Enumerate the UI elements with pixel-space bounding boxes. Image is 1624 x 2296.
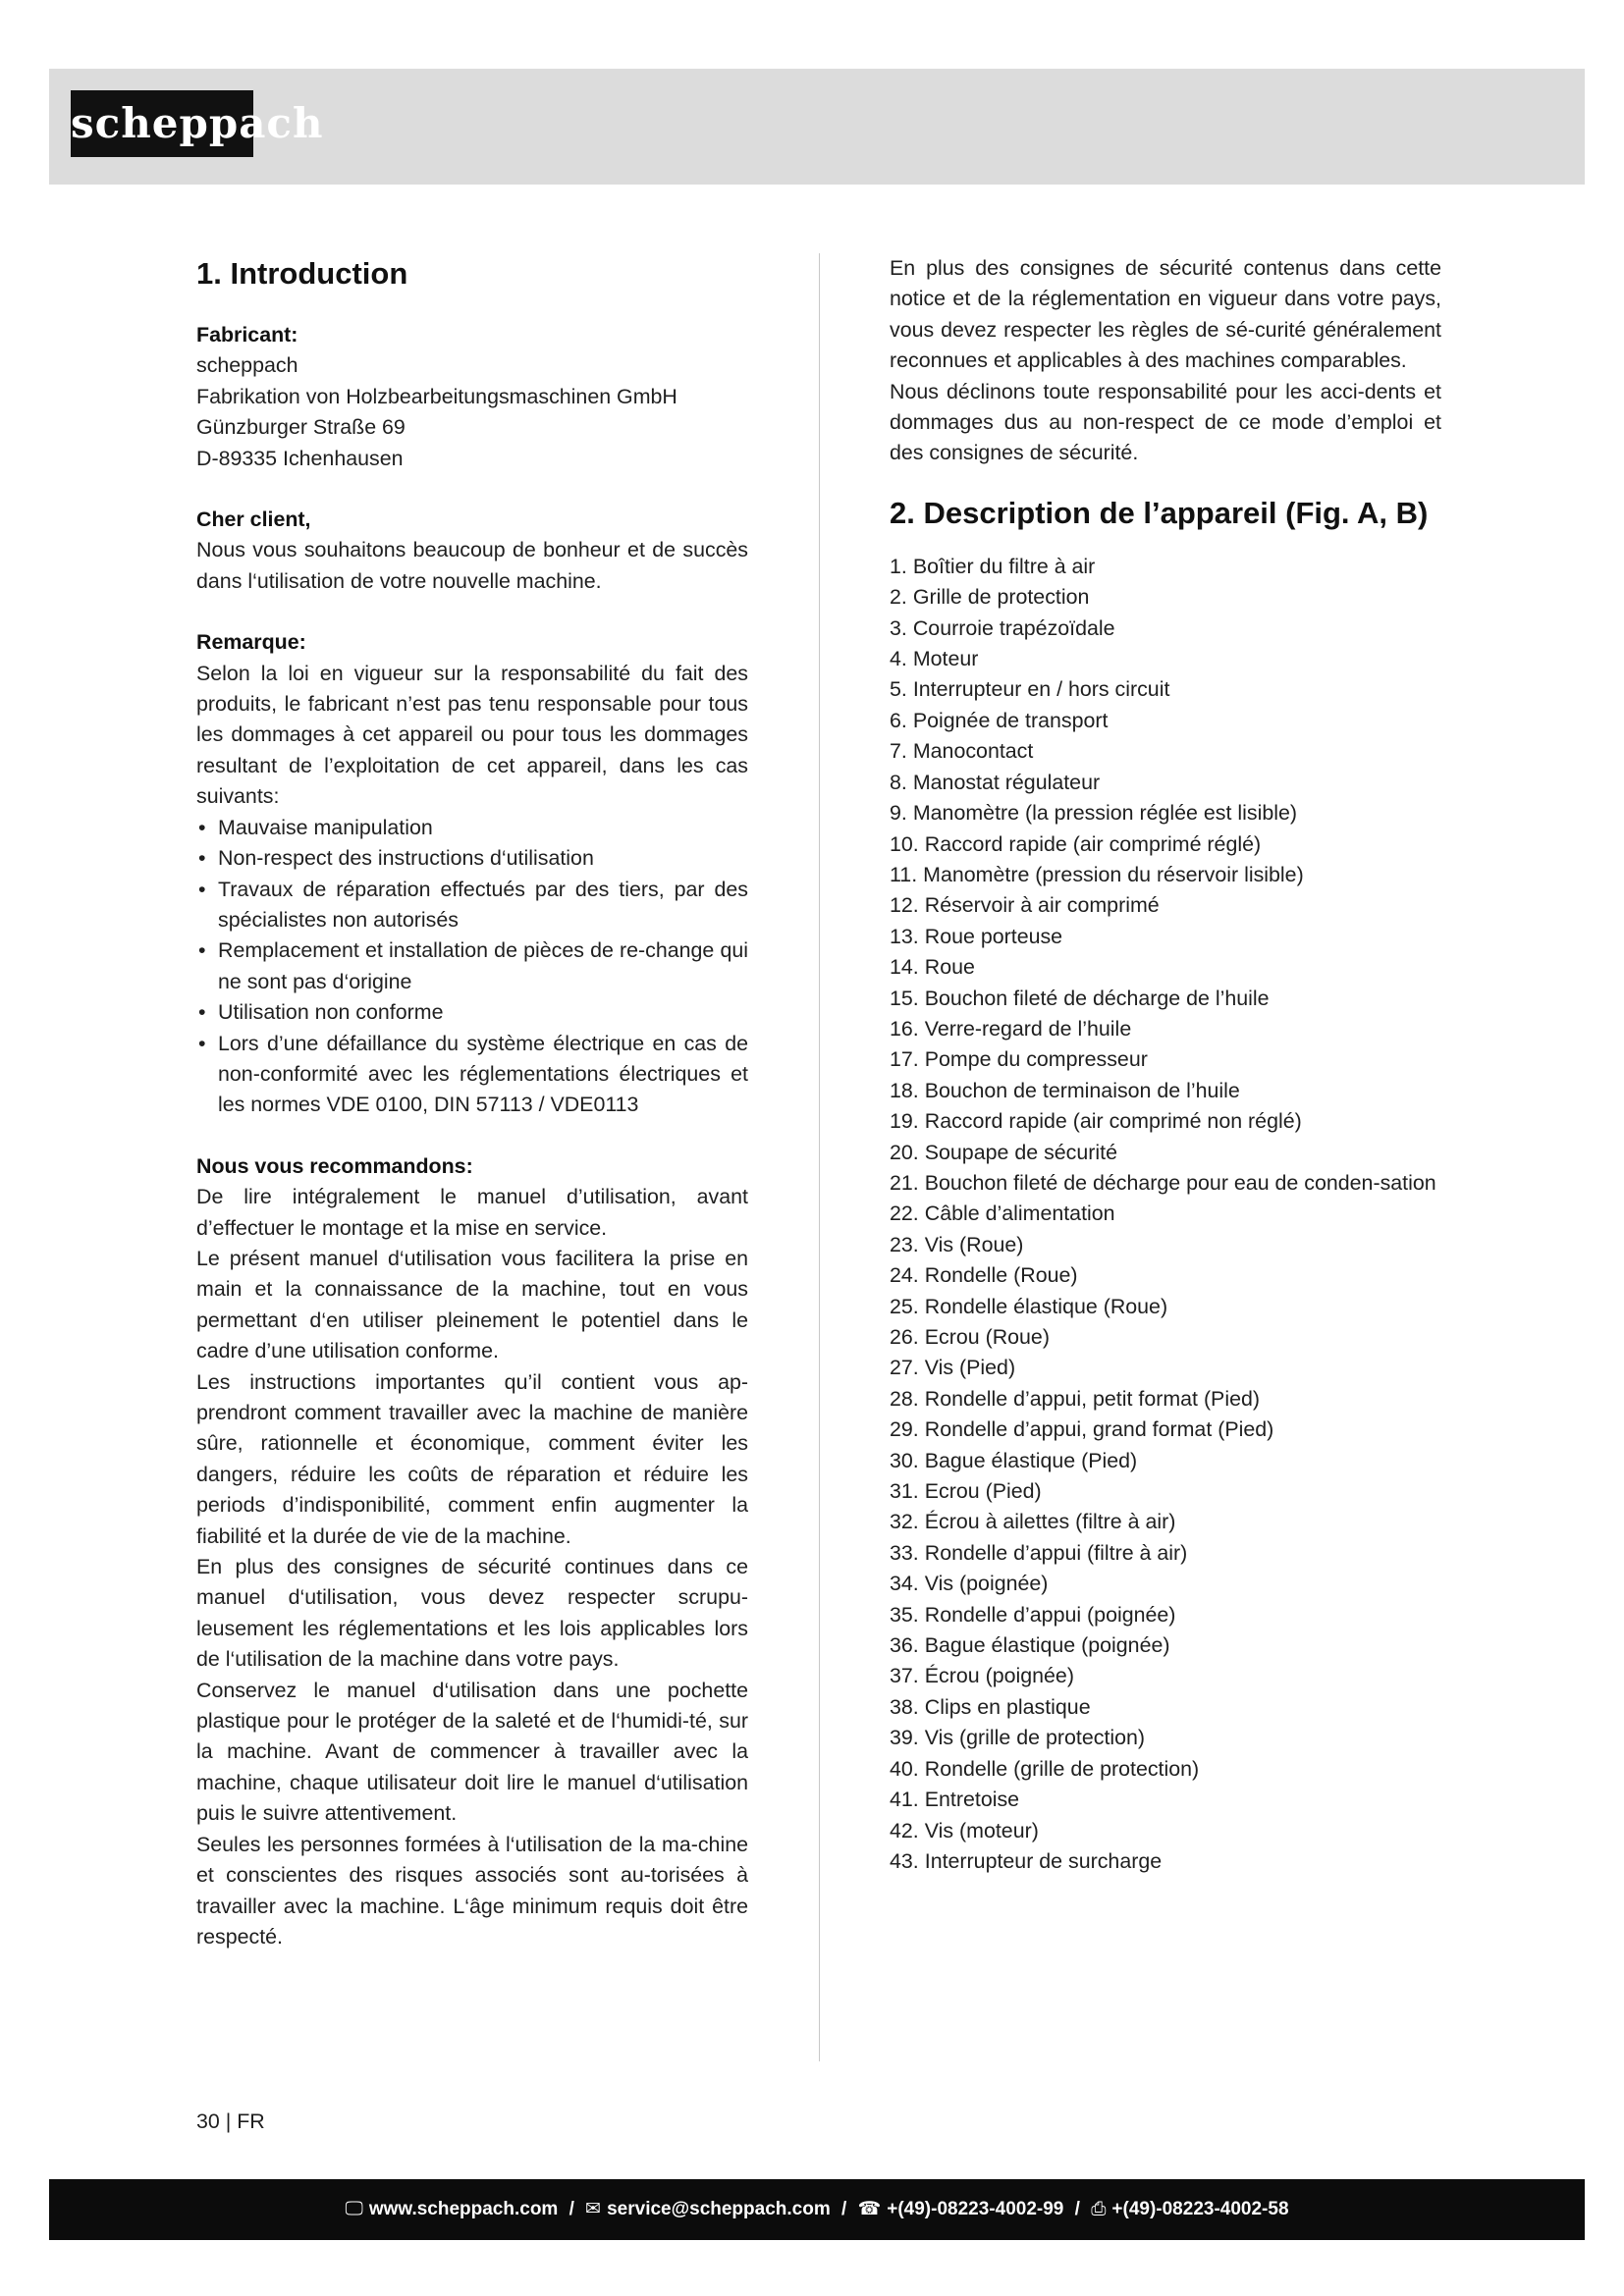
recommend-paragraph: Les instructions importantes qu’il contient vous ap-prendront comment travailler avec la machine de manière sûre, rationnelle et économique, comment éviter les dangers, réduire les coûts de réparation et réduire les periods d’indisponibilité, comment enfin augmenter la fiabilité et la durée de vie de la machine.	[196, 1369, 748, 1548]
parts-list-number: 3.	[890, 615, 907, 640]
recommend-paragraph: Seules les personnes formées à l‘utilisation de la ma-chine et conscientes des risques associés sont au-torisées à travailler avec la machine. L‘âge minimum requis doit être respecté.	[196, 1832, 748, 1949]
parts-list-item	[890, 1785, 1441, 1815]
parts-list-text: Manostat régulateur	[912, 770, 1101, 794]
parts-list-text: Grille de protection	[912, 585, 1090, 610]
parts-list-number: 25.	[890, 1294, 919, 1318]
parts-list-item	[890, 582, 1441, 613]
parts-list-text: Câble d’alimentation	[924, 1201, 1115, 1226]
parts-list-number: 34.	[890, 1572, 919, 1596]
note-bullet-item: • Remplacement et installation de pièces de re-change qui ne sont pas d‘origine	[196, 935, 748, 997]
parts-list-number: 16.	[890, 1016, 919, 1041]
parts-list-text: Rondelle (grille de protection)	[924, 1756, 1200, 1781]
parts-list-item	[890, 984, 1441, 1014]
parts-list-text: Bouchon fileté de décharge de l’huile	[924, 986, 1270, 1010]
section-title-introduction: 1. Introduction	[196, 256, 408, 291]
parts-list-number: 39.	[890, 1726, 919, 1750]
note-bullet-item: • Mauvaise manipulation	[196, 813, 748, 843]
parts-list-item	[890, 736, 1441, 767]
note-bullet-item: • Travaux de réparation effectués par des tiers, par des spécialistes non autorisés	[196, 875, 748, 936]
parts-list-text: Poignée de transport	[912, 708, 1109, 732]
parts-list-number: 37.	[890, 1664, 919, 1688]
parts-list-text: Vis (Roue)	[924, 1232, 1024, 1256]
parts-list-text: Roue porteuse	[924, 924, 1063, 948]
right-column	[890, 253, 1441, 1877]
parts-list-item	[890, 952, 1441, 983]
parts-list-text: Manomètre (la pression réglée est lisible)	[912, 801, 1297, 826]
parts-list-item	[890, 1630, 1441, 1661]
parts-list-item	[890, 1292, 1441, 1322]
parts-list-number: 2.	[890, 585, 907, 610]
parts-list-number: 18.	[890, 1078, 919, 1102]
parts-list-number: 24.	[890, 1263, 919, 1288]
parts-list-item	[890, 1415, 1441, 1445]
parts-list-item	[890, 1044, 1441, 1075]
parts-list-text: Verre-regard de l’huile	[924, 1016, 1132, 1041]
parts-list-text: Roue	[924, 955, 975, 980]
parts-list-number: 10.	[890, 831, 919, 856]
parts-list-text: Interrupteur en / hors circuit	[912, 677, 1170, 702]
recommend-paragraph: Conservez le manuel d‘utilisation dans une pochette plastique pour le protéger de la saleté et de l‘humidi-té, sur la machine. Avant de commencer à travailler avec la machine, chaque utilisateur doit lire le manuel d‘utilisation puis le suivre attentivement.	[196, 1678, 748, 1826]
continued-paragraph: En plus des consignes de sécurité contenus dans cette notice et de la réglementation en vigueur dans votre pays, vous devez respecter les règles de sé-curité généralement reconnues et applicables à des machines comparables.	[890, 256, 1441, 373]
note-block	[196, 627, 748, 1121]
parts-list-number: 31.	[890, 1479, 919, 1504]
parts-list-text: Bouchon fileté de décharge pour eau de conden-sation	[924, 1170, 1436, 1195]
parts-list-number: 12.	[890, 893, 919, 918]
parts-list-item	[890, 798, 1441, 828]
parts-list-number: 41.	[890, 1788, 919, 1812]
parts-list-item	[890, 1446, 1441, 1476]
parts-list-number: 29.	[890, 1417, 919, 1442]
parts-list-number: 7.	[890, 739, 907, 764]
parts-list-number: 4.	[890, 647, 907, 671]
recommend-block	[196, 1151, 748, 1953]
parts-list-number: 8.	[890, 770, 907, 794]
parts-list-number: 30.	[890, 1448, 919, 1472]
parts-list-item	[890, 1661, 1441, 1691]
column-divider	[819, 253, 820, 2061]
parts-list-number: 5.	[890, 677, 907, 702]
parts-list-item	[890, 1199, 1441, 1229]
parts-list-number: 26.	[890, 1325, 919, 1349]
manufacturer-line: scheppach	[196, 353, 298, 378]
manufacturer-line: Günzburger Straße 69	[196, 415, 406, 440]
parts-list-text: Soupape de sécurité	[924, 1140, 1117, 1164]
parts-list-number: 27.	[890, 1356, 919, 1380]
parts-list-text: Courroie trapézoïdale	[912, 615, 1115, 640]
parts-list-text: Vis (moteur)	[924, 1818, 1039, 1842]
phone-icon: ☎	[857, 2199, 882, 2219]
parts-list-item	[890, 1168, 1441, 1199]
parts-list-number: 17.	[890, 1047, 919, 1072]
parts-list-item	[890, 922, 1441, 952]
parts-list-text: Raccord rapide (air comprimé non réglé)	[924, 1109, 1302, 1134]
parts-list-text: Manocontact	[912, 739, 1034, 764]
parts-list-text: Clips en plastique	[924, 1694, 1091, 1719]
recommend-heading: Nous vous recommandons:	[196, 1153, 473, 1178]
parts-list-item	[890, 552, 1441, 582]
parts-list-item	[890, 1538, 1441, 1569]
parts-list-item	[890, 1754, 1441, 1785]
parts-list-number: 11.	[890, 862, 918, 886]
parts-list-item	[890, 860, 1441, 890]
parts-list-text: Ecrou (Pied)	[924, 1479, 1042, 1504]
parts-list-number: 35.	[890, 1602, 919, 1627]
parts-list-text: Rondelle d’appui (filtre à air)	[924, 1540, 1188, 1565]
footer-fax: +(49)-08223-4002-58	[1111, 2199, 1289, 2219]
parts-list-text: Écrou (poignée)	[924, 1664, 1074, 1688]
parts-list-item	[890, 1692, 1441, 1723]
parts-list-text: Rondelle d’appui, petit format (Pied)	[924, 1386, 1260, 1411]
parts-list-item	[890, 1260, 1441, 1291]
parts-list-item	[890, 1476, 1441, 1507]
parts-list-text: Rondelle d’appui, grand format (Pied)	[924, 1417, 1274, 1442]
parts-list-item	[890, 1846, 1441, 1877]
manufacturer-block	[196, 320, 748, 474]
page-number: 30 | FR	[196, 2109, 265, 2133]
parts-list	[890, 552, 1441, 1877]
parts-list-text: Rondelle d’appui (poignée)	[924, 1602, 1176, 1627]
parts-list-item	[890, 1507, 1441, 1537]
parts-list-text: Entretoise	[924, 1788, 1020, 1812]
parts-list-item	[890, 1600, 1441, 1630]
parts-list-item	[890, 1322, 1441, 1353]
manufacturer-line: D-89335 Ichenhausen	[196, 446, 404, 470]
parts-list-number: 33.	[890, 1540, 919, 1565]
footer-separator: /	[1074, 2199, 1080, 2219]
parts-list-number: 15.	[890, 986, 919, 1010]
parts-list-item	[890, 706, 1441, 736]
parts-list-item	[890, 1569, 1441, 1599]
parts-list-text: Écrou à ailettes (filtre à air)	[924, 1510, 1176, 1534]
parts-list-number: 19.	[890, 1109, 919, 1134]
parts-list-number: 42.	[890, 1818, 919, 1842]
parts-list-number: 38.	[890, 1694, 919, 1719]
parts-list-number: 14.	[890, 955, 919, 980]
recommend-paragraph: En plus des consignes de sécurité continues dans ce manuel d‘utilisation, vous devez respecter scrupu-leusement les réglementations et les lois applicables lors de l‘utilisation de la machine dans votre pays.	[196, 1555, 748, 1672]
manufacturer-line: Fabrikation von Holzbearbeitungsmaschinen GmbH	[196, 384, 677, 408]
parts-list-number: 23.	[890, 1232, 919, 1256]
note-bullet-item: • Utilisation non conforme	[196, 997, 748, 1028]
header-bar	[49, 69, 1585, 185]
dear-customer-block	[196, 505, 748, 597]
parts-list-item	[890, 1384, 1441, 1415]
footer-separator: /	[568, 2199, 574, 2219]
parts-list-text: Interrupteur de surcharge	[924, 1848, 1163, 1873]
continued-paragraph: Nous déclinons toute responsabilité pour les acci-dents et dommages dus au non-respect de ce mode d’emploi et des consignes de sécurité.	[890, 379, 1441, 465]
footer-email[interactable]: service@scheppach.com	[607, 2199, 831, 2219]
parts-list-number: 28.	[890, 1386, 919, 1411]
parts-list-item	[890, 1106, 1441, 1137]
footer-separator: /	[841, 2199, 847, 2219]
mail-icon: ✉	[585, 2199, 602, 2219]
parts-list-number: 13.	[890, 924, 919, 948]
parts-list-text: Moteur	[912, 647, 979, 671]
parts-list-text: Vis (Pied)	[924, 1356, 1016, 1380]
manufacturer-heading: Fabricant:	[196, 323, 298, 347]
parts-list-item	[890, 1353, 1441, 1383]
parts-list-number: 20.	[890, 1140, 919, 1164]
footer-website[interactable]: www.scheppach.com	[368, 2199, 559, 2219]
parts-list-text: Raccord rapide (air comprimé réglé)	[924, 831, 1262, 856]
parts-list-item	[890, 1816, 1441, 1846]
parts-list-text: Vis (grille de protection)	[924, 1726, 1146, 1750]
parts-list-item	[890, 644, 1441, 674]
parts-list-item	[890, 890, 1441, 921]
parts-list-text: Bague élastique (poignée)	[924, 1633, 1170, 1658]
scheppach-logo: scheppach	[71, 90, 253, 157]
parts-list-item	[890, 768, 1441, 798]
parts-list-item	[890, 829, 1441, 860]
parts-list-number: 9.	[890, 801, 907, 826]
parts-list-item	[890, 614, 1441, 644]
recommend-paragraph: De lire intégralement le manuel d’utilisation, avant d’effectuer le montage et la mise en service.	[196, 1185, 748, 1240]
parts-list-number: 32.	[890, 1510, 919, 1534]
parts-list-text: Boîtier du filtre à air	[912, 554, 1096, 578]
parts-list-item	[890, 1138, 1441, 1168]
parts-list-number: 36.	[890, 1633, 919, 1658]
note-bullet-list	[196, 813, 748, 1121]
parts-list-text: Rondelle (Roue)	[924, 1263, 1078, 1288]
footer-bar	[49, 2179, 1585, 2240]
parts-list-text: Pompe du compresseur	[924, 1047, 1148, 1072]
parts-list-number: 21.	[890, 1170, 919, 1195]
parts-list-number: 40.	[890, 1756, 919, 1781]
section-title-description: 2. Description de l’appareil (Fig. A, B)	[890, 495, 1429, 530]
left-column	[196, 253, 748, 1952]
recommend-paragraph: Le présent manuel d‘utilisation vous facilitera la prise en main et la connaissance de la machine, tout en vous permettant d‘en utiliser pleinement le potentiel dans le cadre d’une utilisation conforme.	[196, 1246, 748, 1363]
parts-list-text: Rondelle élastique (Roue)	[924, 1294, 1168, 1318]
dear-customer-text: Nous vous souhaitons beaucoup de bonheur et de succès dans l‘utilisation de votre nouvelle machine.	[196, 538, 748, 593]
note-bullet-item: • Non-respect des instructions d‘utilisation	[196, 843, 748, 874]
parts-list-item	[890, 674, 1441, 705]
parts-list-number: 6.	[890, 708, 907, 732]
fax-icon: ⎙	[1091, 2199, 1107, 2219]
note-heading: Remarque:	[196, 630, 306, 655]
parts-list-item	[890, 1230, 1441, 1260]
dear-customer-heading: Cher client,	[196, 507, 311, 532]
parts-list-text: Manomètre (pression du réservoir lisible)	[923, 862, 1304, 886]
parts-list-text: Réservoir à air comprimé	[924, 893, 1160, 918]
parts-list-item	[890, 1014, 1441, 1044]
parts-list-text: Bouchon de terminaison de l’huile	[924, 1078, 1240, 1102]
monitor-icon: 🖵	[345, 2199, 363, 2219]
note-bullet-item: • Lors d’une défaillance du système électrique en cas de non-conformité avec les réglementations électriques et les normes VDE 0100, DIN 57113 / VDE0113	[196, 1029, 748, 1121]
parts-list-number: 22.	[890, 1201, 919, 1226]
parts-list-text: Vis (poignée)	[924, 1572, 1049, 1596]
note-text: Selon la loi en vigueur sur la responsabilité du fait des produits, le fabricant n’est pas tenu responsable pour tous les dommages à cet appareil ou pour tous les dommages resultant de l’exploitation de cet appareil, dans les cas suivants:	[196, 661, 748, 809]
parts-list-text: Ecrou (Roue)	[924, 1325, 1050, 1349]
parts-list-text: Bague élastique (Pied)	[924, 1448, 1138, 1472]
parts-list-item	[890, 1723, 1441, 1753]
parts-list-item	[890, 1076, 1441, 1106]
parts-list-number: 43.	[890, 1848, 919, 1873]
parts-list-number: 1.	[890, 554, 907, 578]
footer-phone: +(49)-08223-4002-99	[887, 2199, 1064, 2219]
